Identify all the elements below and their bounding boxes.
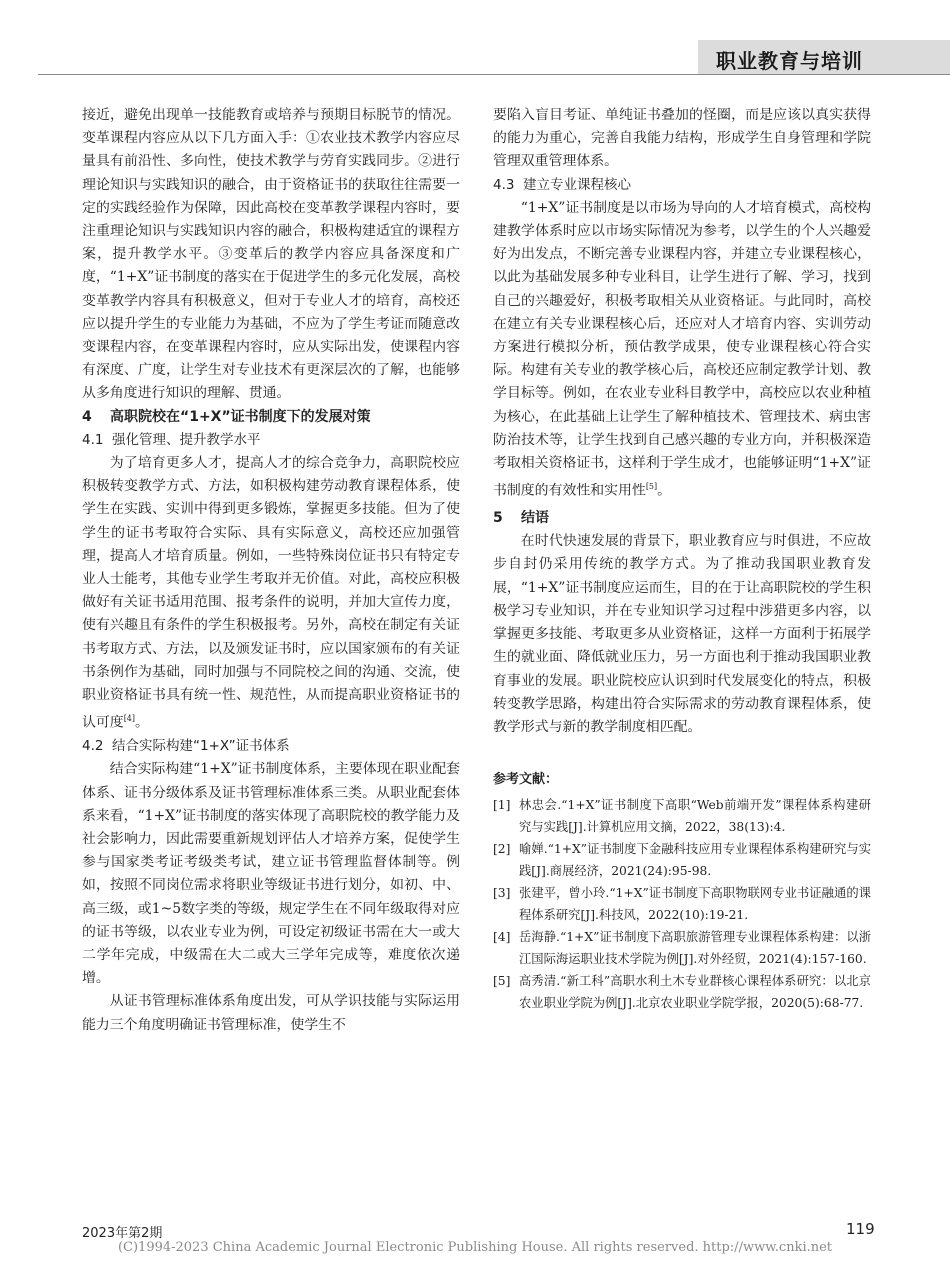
reference-number: [3] <box>493 886 511 901</box>
reference-item <box>493 883 871 926</box>
reference-text: 喻婵.“1+X”证书制度下金融科技应用专业课程体系构建研究与实践[J].商展经济，2021(24):95-98. <box>519 842 871 878</box>
paragraph-4-2-b: 从证书管理标准体系角度出发，可从学识技能与实际运用能力三个角度明确证书管理标准，使学生不 <box>82 993 460 1033</box>
references-heading: 参考文献： <box>493 772 559 788</box>
reference-number: [5] <box>493 974 511 989</box>
paragraph-4-1 <box>82 452 460 735</box>
subsection-title-text: 建立专业课程核心 <box>523 176 631 193</box>
citation-4[interactable]: [4] <box>123 714 136 724</box>
right-column <box>493 104 871 1015</box>
copyright-watermark: (C)1994-2023 China Academic Journal Electronic Publishing House. All rights reserved. http://www.cnki.net <box>117 1240 833 1255</box>
subsection-title-text: 强化管理、提升教学水平 <box>112 431 261 448</box>
reference-item <box>493 927 871 970</box>
subsection-title-text: 结合实际构建“1+X”证书体系 <box>112 738 290 755</box>
subsection-4-1-heading <box>82 429 460 452</box>
paragraph-4-3 <box>493 197 871 503</box>
reference-number: [1] <box>493 798 511 813</box>
paragraph-4-2-a: 结合实际构建“1+X”证书制度体系，主要体现在职业配套体系、证书分级体系及证书管理标准体系三类。从职业配套体系来看，“1+X”证书制度的落实体现了高职院校的教学能力及社会影响力，因此需要重新规划评估人才培养方案，促使学生参与国家类考证考级类考试，建立证书管理监督体制等。例如，按照不同岗位需求将职业等级证书进行划分，如初、中、高三级，或1~5数字类的等级，规定学生在不同年级取得对应的证书等级，以农业专业为例，可设定初级证书需在大一或大二学年完成，中级需在大二或大三学年完成等，难度依次递增。 <box>82 761 460 987</box>
subsection-number: 4.1 <box>82 431 104 448</box>
section-number: 4 <box>82 408 92 425</box>
page-number: 119 <box>846 1220 875 1238</box>
reference-item <box>493 971 871 1014</box>
section-title-text: 高职院校在“1+X”证书制度下的发展对策 <box>110 408 371 425</box>
section-4-heading <box>82 406 460 429</box>
citation-5[interactable]: [5] <box>645 482 658 492</box>
reference-item <box>493 839 871 882</box>
reference-item <box>493 795 871 838</box>
reference-text: 高秀清.“新工科”高职水利土木专业群核心课程体系研究：以北京农业职业学院为例[J].北京农业职业学院学报，2020(5):68-77. <box>519 974 871 1010</box>
paragraph-text: “1+X”证书制度是以市场为导向的人才培育模式，高校构建教学体系时应以市场实际情况为参考，以学生的个人兴趣爱好为出发点，不断完善专业课程内容，并建立专业课程核心，以此为基础发展多种专业科目，让学生进行了解、学习，找到自己的兴趣爱好，积极考取相关从业资格证。与此同时，高校在建立有关专业课程核心后，还应对人才培育内容、实训劳动方案进行模拟分析，预估教学成果，使专业课程核心符合实际。构建有关专业的教学核心后，高校还应制定教学计划、教学目标等。例如，在农业专业科目教学中，高校应以农业种植为核心，在此基础上让学生了解种植技术、管理技术、病虫害防治技术等，让学生找到自己感兴趣的专业方向，并积极深造考取相关资格证书，这样利于学生成才，也能够证明“1+X”证书制度的有效性和实用性 <box>493 199 871 499</box>
subsection-number: 4.2 <box>82 738 104 755</box>
section-5-heading <box>493 507 871 530</box>
header-rule <box>38 74 950 75</box>
subsection-4-3-heading <box>493 174 871 197</box>
reference-number: [4] <box>493 930 511 945</box>
section-number: 5 <box>493 510 503 527</box>
reference-text: 林忠会.“1+X”证书制度下高职“Web前端开发”课程体系构建研究与实践[J].计算机应用文摘，2022，38(13):4. <box>519 798 871 834</box>
reference-number: [2] <box>493 842 511 857</box>
paragraph-conclusion: 在时代快速发展的背景下，职业教育应与时俱进，不应故步自封仍采用传统的教学方式。为了推动我国职业教育发展，“1+X”证书制度应运而生，目的在于让高职院校的学生积极学习专业知识，并在专业知识学习过程中涉猎更多内容，以掌握更多技能、考取更多从业资格证，这样一方面利于拓展学生的就业面、降低就业压力，另一方面也利于推动我国职业教育事业的发展。职业院校应认识到时代发展变化的特点，积极转变教学思路，构建出符合实际需求的劳动教育课程体系，使教学形式与新的教学制度相匹配。 <box>493 533 871 735</box>
reference-text: 张建平，曾小玲.“1+X”证书制度下高职物联网专业书证融通的课程体系研究[J].科技风，2022(10):19-21. <box>519 886 871 922</box>
issue-label: 2023年第2期 <box>82 1226 163 1241</box>
references-list <box>493 795 871 1014</box>
paragraph-intro-continued: 接近，避免出现单一技能教育或培养与预期目标脱节的情况。变革课程内容应从以下几方面入手：①农业技术教学内容应尽量具有前沿性、多向性，使技术教学与劳育实践同步。②进行理论知识与实践知识的融合，由于资格证书的获取往往需要一定的实践经验作为保障，因此高校在变革教学课程内容时，要注重理论知识与实践知识内容的融合，积极构建适宜的课程方案，提升教学水平。③变革后的教学内容应具备深度和广度，“1+X”证书制度的落实在于促进学生的多元化发展，高校变革教学内容具有积极意义，但对于专业人才的培育，高校还应以提升学生的专业能力为基础，不应为了学生考证而随意改变课程内容，在变革课程内容时，应从实际出发，使课程内容有深度、广度，让学生对专业技术有更深层次的了解，也能够从多角度进行知识的理解、贯通。 <box>82 107 460 402</box>
subsection-number: 4.3 <box>493 176 515 193</box>
left-column <box>82 104 460 1037</box>
paragraph-4-2-continued: 要陷入盲目考证、单纯证书叠加的怪圈，而是应该以真实获得的能力为重心，完善自我能力结构，形成学生自身管理和学院管理双重管理体系。 <box>493 107 871 170</box>
section-title: 职业教育与培训 <box>716 49 863 73</box>
paragraph-end: 。 <box>657 482 672 499</box>
paragraph-end: 。 <box>135 714 149 731</box>
paragraph-text: 为了培育更多人才，提高人才的综合竞争力，高职院校应积极转变教学方式、方法，如积极构建劳动教育课程体系，使学生在实践、实训中得到更多锻炼，掌握更多技能。但为了使学生的证书考取符合实际、具有实际意义，高校还应加强管理，提高人才培育质量。例如，一些特殊岗位证书只有特定专业人士能考，其他专业学生考取并无价值。对此，高校应积极做好有关证书适用范围、报考条件的说明，并加大宣传力度，使有兴趣且有条件的学生积极报考。另外，高校在制定有关证书考取方式、方法，以及颁发证书时，应以国家颁布的有关证书条例作为基础，同时加强与不同院校之间的沟通、交流，使职业资格证书具有统一性、规范性，从而提高职业资格证书的认可度 <box>82 455 460 731</box>
reference-text: 岳海静.“1+X”证书制度下高职旅游管理专业课程体系构建：以浙江国际海运职业技术学院为例[J].对外经贸，2021(4):157-160. <box>519 930 871 966</box>
subsection-4-2-heading <box>82 735 460 758</box>
section-title-text: 结语 <box>521 510 549 527</box>
